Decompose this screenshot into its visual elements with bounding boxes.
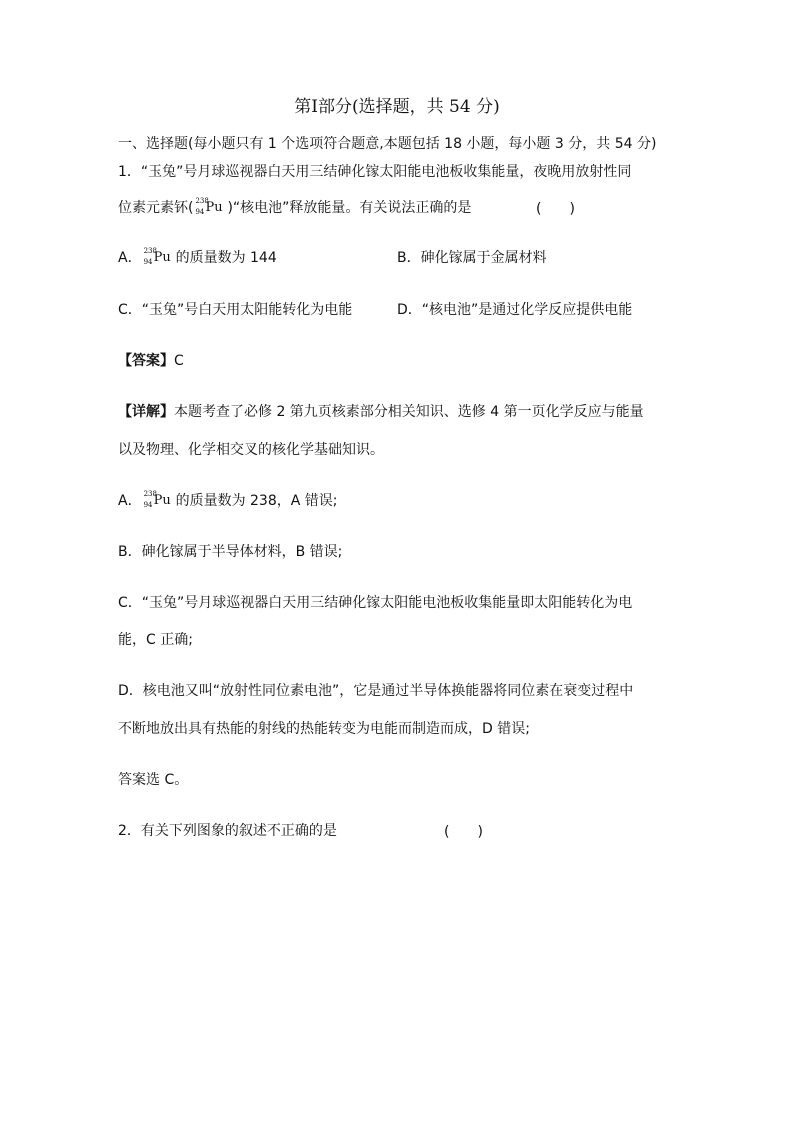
answer-value: C [174,353,184,369]
detail-a [118,491,338,511]
question-1-option-b: B．砷化镓属于金属材料 [397,250,547,266]
detail-label: 【详解】 [118,404,174,420]
section-heading: 一、选择题(每小题只有 1 个选项符合题意,本题包括 18 小题，每小题 3 分，共 54 分) [118,136,657,152]
question-1-stem-line1: 1．“玉兔”号月球巡视器白天用三结砷化镓太阳能电池板收集能量，夜晚用放射性同 [118,164,632,180]
nuclide-pu-238 [193,198,227,218]
option-a-text: 的质量数为 144 [175,250,277,266]
detail-text-1: 本题考查了必修 2 第九页核素部分相关知识、选修 4 第一页化学反应与能量 [174,404,644,420]
nuclide-atomic-number: 94 [143,258,153,266]
question-1-option-c: C．“玉兔”号白天用太阳能转化为电能 [118,302,353,318]
nuclide-symbol: Pu [153,250,171,265]
question-1-option-d: D．“核电池”是通过化学反应提供电能 [397,302,633,318]
nuclide-atomic-number: 94 [143,501,153,509]
question-1-stem-post: )“核电池”释放能量。有关说法正确的是 [227,200,472,216]
detail-line-2: 以及物理、化学相交叉的核化学基础知识。 [118,442,384,458]
detail-a-text: 的质量数为 238，A 错误; [175,493,338,509]
detail-line-1 [118,402,644,422]
answer-conclusion: 答案选 C。 [118,772,189,788]
question-1-answer-paren: ( ) [536,201,575,217]
nuclide-pu-238-detail [142,491,176,511]
answer-line [118,351,184,371]
part-title: 第Ⅰ部分(选择题，共 54 分) [294,97,500,117]
question-2-answer-paren: ( ) [444,824,483,840]
detail-d-line2: 不断地放出具有热能的射线的热能转变为电能而制造而成，D 错误; [118,721,530,737]
detail-c-line2: 能，C 正确; [118,632,193,648]
detail-a-prefix: A． [118,493,142,509]
nuclide-mass-number: 238 [195,197,209,205]
nuclide-mass-number: 238 [143,247,157,255]
nuclide-atomic-number: 94 [195,208,205,216]
question-2-stem: 2．有关下列图象的叙述不正确的是 [118,823,337,839]
question-1-stem-line2 [118,198,471,218]
nuclide-symbol: Pu [205,200,223,215]
nuclide-mass-number: 238 [143,490,157,498]
detail-c-line1: C．“玉兔”号月球巡视器白天用三结砷化镓太阳能电池板收集能量即太阳能转化为电 [118,595,633,611]
option-a-prefix: A． [118,250,142,266]
nuclide-pu-238-option-a [142,248,176,268]
detail-d-line1: D．核电池又叫“放射性同位素电池”，它是通过半导体换能器将同位素在衰变过程中 [118,683,634,699]
question-1-stem-pre: 位素元素钚( [118,200,194,216]
nuclide-symbol: Pu [153,493,171,508]
answer-label: 【答案】 [118,353,174,369]
question-1-option-a [118,248,277,268]
detail-b: B．砷化镓属于半导体材料，B 错误; [118,544,343,560]
